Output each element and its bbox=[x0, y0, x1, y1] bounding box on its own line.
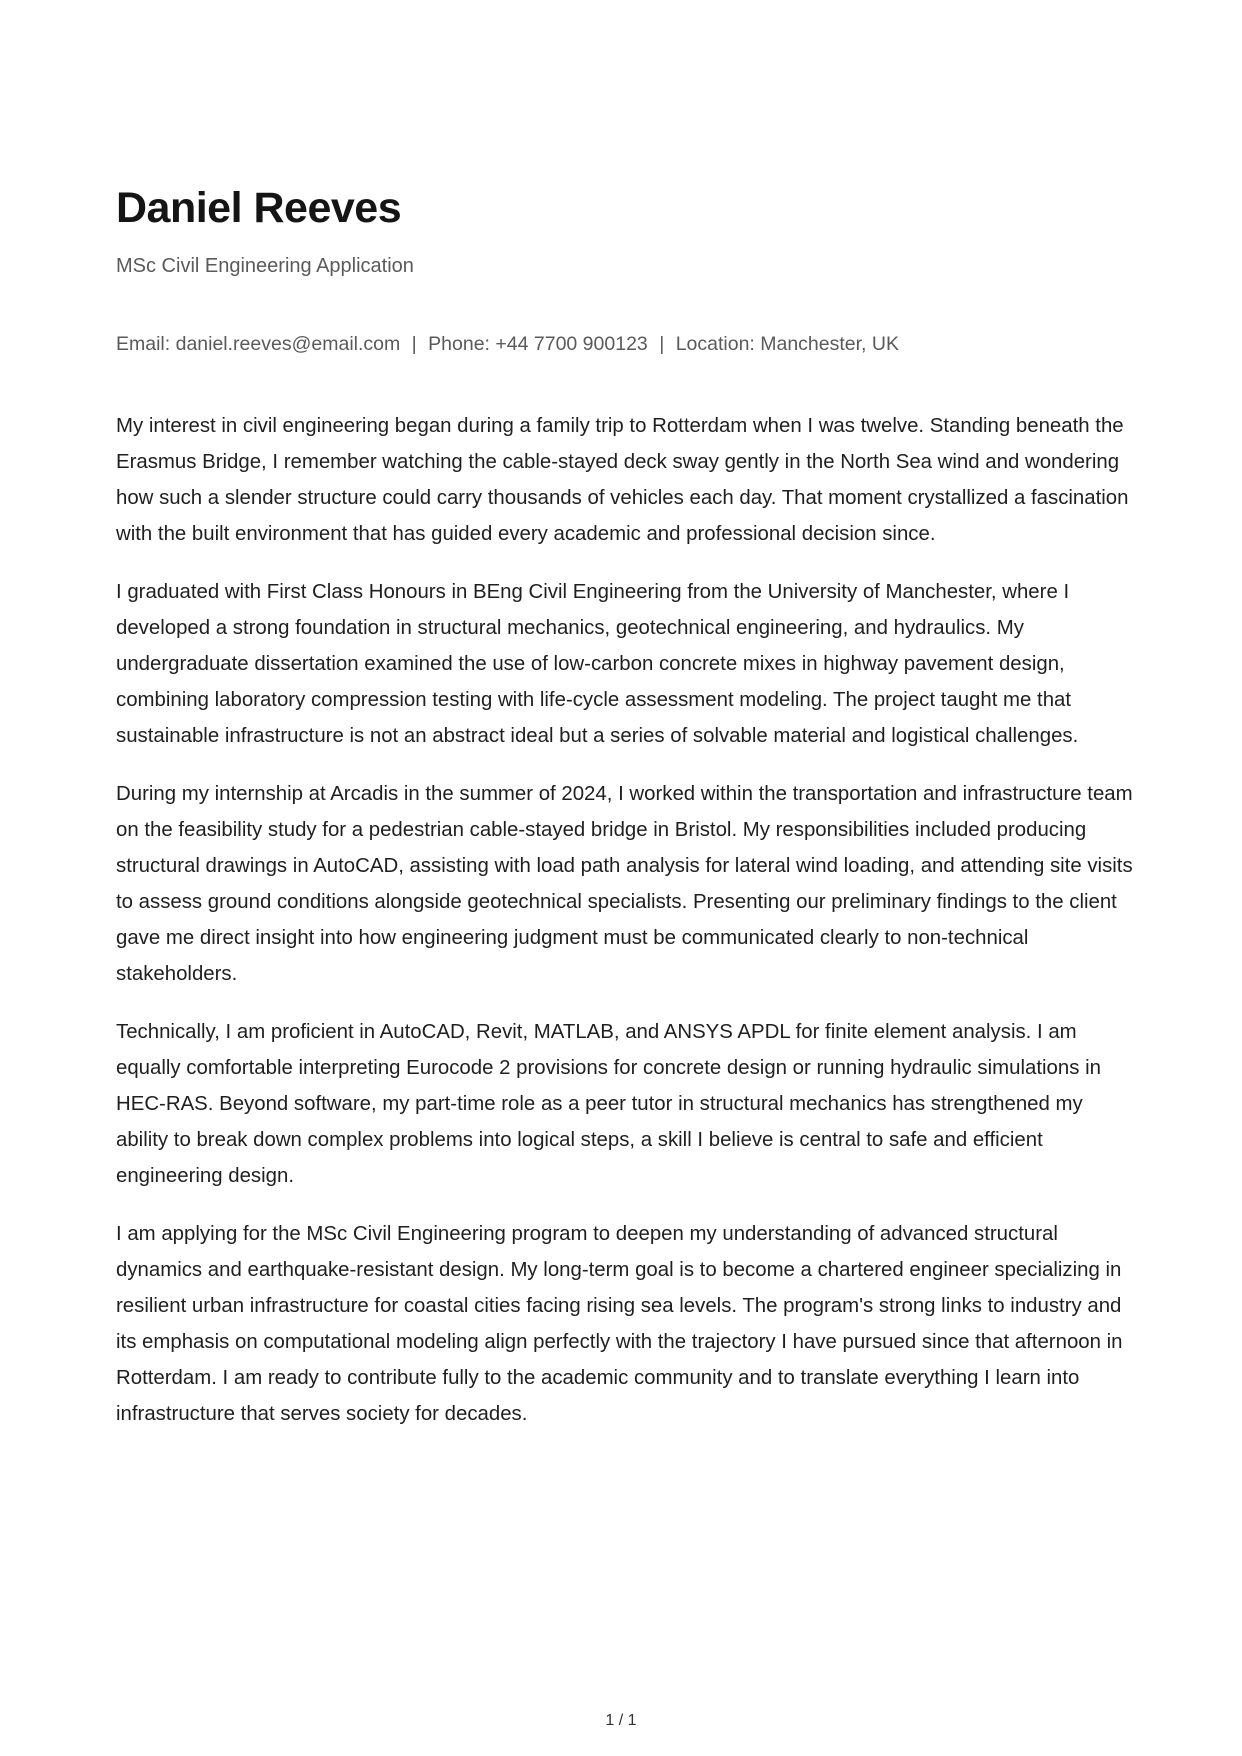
statement-paragraph: Technically, I am proficient in AutoCAD, Revit, MATLAB, and ANSYS APDL for finite element analysis. I am equally comfortable interpreting Eurocode 2 provisions for concrete design or running hydraulic simulations in HEC-RAS. Beyond software, my part-time role as a peer tutor in structural mechanics has strengthened my ability to break down complex problems into logical steps, a skill I believe is central to safe and efficient engineering design. bbox=[116, 1021, 1101, 1187]
statement-paragraph: I am applying for the MSc Civil Engineering program to deepen my understanding of advanced structural dynamics and earthquake-resistant design. My long-term goal is to become a chartered engineer specializing in resilient urban infrastructure for coastal cities facing rising sea levels. The program's strong links to industry and its emphasis on computational modeling align perfectly with the trajectory I have pursued since that afternoon in Rotterdam. I am ready to contribute fully to the academic community and to translate everything I learn into infrastructure that serves society for decades. bbox=[116, 1223, 1123, 1425]
contact-email: Email: daniel.reeves@email.com bbox=[116, 333, 401, 355]
page-number: 1 / 1 bbox=[605, 1712, 637, 1729]
contact-phone: Phone: +44 7700 900123 bbox=[428, 333, 648, 355]
statement-paragraph: I graduated with First Class Honours in BEng Civil Engineering from the University of Manchester, where I developed a strong foundation in structural mechanics, geotechnical engineering, and hydraulics. My undergraduate dissertation examined the use of low-carbon concrete mixes in highway pavement design, combining laboratory compression testing with life-cycle assessment modeling. The project taught me that sustainable infrastructure is not an abstract ideal but a series of solvable material and logistical challenges. bbox=[116, 581, 1079, 747]
contact-separator: | bbox=[659, 333, 665, 355]
contact-separator: | bbox=[411, 333, 417, 355]
contact-line bbox=[116, 330, 1136, 358]
contact-location: Location: Manchester, UK bbox=[675, 333, 899, 355]
applicant-name: Daniel Reeves bbox=[116, 184, 402, 232]
statement-paragraph: During my internship at Arcadis in the summer of 2024, I worked within the transportation and infrastructure team on the feasibility study for a pedestrian cable-stayed bridge in Bristol. My responsibilities included producing structural drawings in AutoCAD, assisting with load path analysis for lateral wind loading, and attending site visits to assess ground conditions alongside geotechnical specialists. Presenting our preliminary findings to the client gave me direct insight into how engineering judgment must be communicated clearly to non-technical stakeholders. bbox=[116, 783, 1133, 985]
statement-paragraph: My interest in civil engineering began during a family trip to Rotterdam when I was twelve. Standing beneath the Erasmus Bridge, I remember watching the cable-stayed deck sway gently in the North Sea wind and wondering how such a slender structure could carry thousands of vehicles each day. That moment crystallized a fascination with the built environment that has guided every academic and professional decision since. bbox=[116, 415, 1129, 545]
document-subtitle: MSc Civil Engineering Application bbox=[116, 255, 414, 277]
document-page bbox=[116, 178, 1136, 1454]
statement-body bbox=[116, 408, 1136, 1432]
